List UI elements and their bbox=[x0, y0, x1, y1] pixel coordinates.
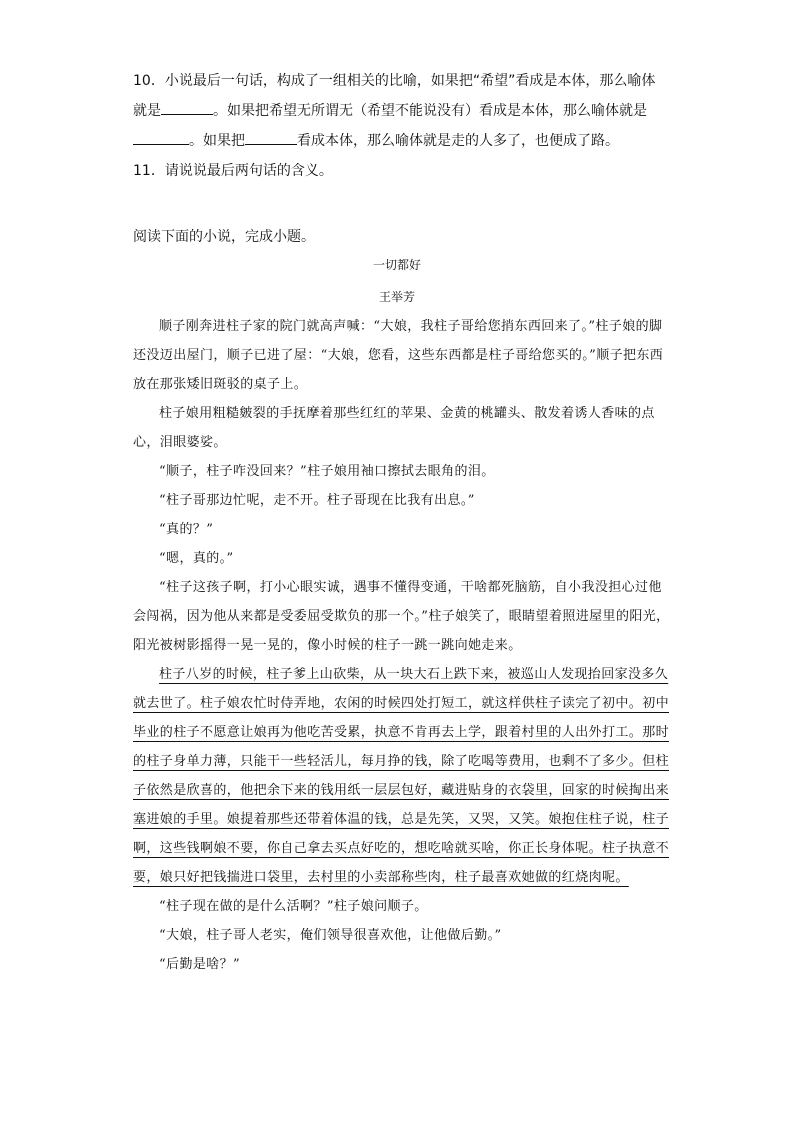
question-10-text-3: 。如果把 bbox=[189, 133, 245, 149]
underlined-passage: 柱子八岁的时候，柱子爹上山砍柴，从一块大石上跌下来，被巡山人发现抬回家没多久就去世了。柱子娘农忙时侍弄地，农闲的时候四处打短工，就这样供柱子读完了初中。初中毕业的柱子不愿意让娘再为他吃苦受累，执意不肯再去上学，跟着村里的人出外打工。那时的柱子身单力薄，只能干一些轻活儿，每月挣的钱，除了吃喝等费用，也剩不了多少。但柱子依然是欣喜的，他把余下来的钱用纸一层层包好，藏进贴身的衣袋里，回家的时候掏出来塞进娘的手里。娘提着那些还带着体温的钱，总是先笑，又哭，又笑。娘抱住柱子说，柱子啊，这些钱啊娘不要，你自己拿去买点好吃的，想吃啥就买啥，你正长身体呢。柱子执意不要，娘只好把钱揣进口袋里，去村里的小卖部称些肉，柱子最喜欢她做的红烧肉呢。 bbox=[133, 667, 670, 885]
question-10-text-4: 看成本体，那么喻体就是走的人多了，也便成了路。 bbox=[297, 133, 619, 149]
story-paragraph: “真的？” bbox=[159, 522, 214, 537]
story-paragraph: “顺子，柱子咋没回来？”柱子娘用袖口擦拭去眼角的泪。 bbox=[159, 464, 495, 479]
story-paragraph: “后勤是啥？” bbox=[159, 957, 241, 972]
reading-instruction: 阅读下面的小说，完成小题。 bbox=[133, 229, 315, 245]
question-10 bbox=[133, 66, 663, 156]
story-paragraph: “柱子现在做的是什么活啊？”柱子娘问顺子。 bbox=[159, 899, 428, 914]
question-10-text-2: 。如果把希望无所谓无（希望不能说没有）看成是本体，那么喻体就是 bbox=[213, 103, 647, 119]
answer-blank-2[interactable] bbox=[133, 130, 189, 145]
answer-blank-3[interactable] bbox=[245, 130, 297, 145]
story-title: 一切都好 bbox=[372, 258, 421, 272]
story-paragraph: “柱子这孩子啊，打小心眼实诚，遇事不懂得变通，干啥都死脑筋，自小我没担心过他会闯祸，因为他从来都是受委屈受欺负的那一个。”柱子娘笑了，眼睛望着照进屋里的阳光，阳光被树影摇得一晃一晃的，像小时候的柱子一跳一跳向她走来。 bbox=[133, 580, 670, 653]
story-paragraph: “柱子哥那边忙呢，走不开。柱子哥现在比我有出息。” bbox=[159, 493, 475, 508]
story-paragraph: 顺子刚奔进柱子家的院门就高声喊：“大娘，我柱子哥给您捎东西回来了。”柱子娘的脚还没迈出屋门，顺子已进了屋：“大娘，您看，这些东西都是柱子哥给您买的。”顺子把东西放在那张矮旧斑驳的桌子上。 bbox=[133, 319, 664, 392]
story-paragraph: 柱子娘用粗糙皴裂的手抚摩着那些红红的苹果、金黄的桃罐头、散发着诱人香味的点心，泪眼婆娑。 bbox=[133, 406, 655, 450]
question-11: 11．请说说最后两句话的含义。 bbox=[133, 163, 333, 179]
answer-blank-1[interactable] bbox=[161, 100, 213, 115]
story-body bbox=[133, 312, 673, 979]
question-10-text-1: 10．小说最后一句话，构成了一组相关的比喻，如果把“希望”看成是本体，那么喻体就是 bbox=[133, 73, 656, 119]
story-paragraph: “嗯，真的。” bbox=[159, 551, 234, 566]
story-paragraph-underlined bbox=[133, 660, 673, 892]
story-author: 王举芳 bbox=[378, 290, 415, 304]
story-paragraph: “大娘，柱子哥人老实，俺们领导很喜欢他，让他做后勤。” bbox=[159, 928, 502, 943]
